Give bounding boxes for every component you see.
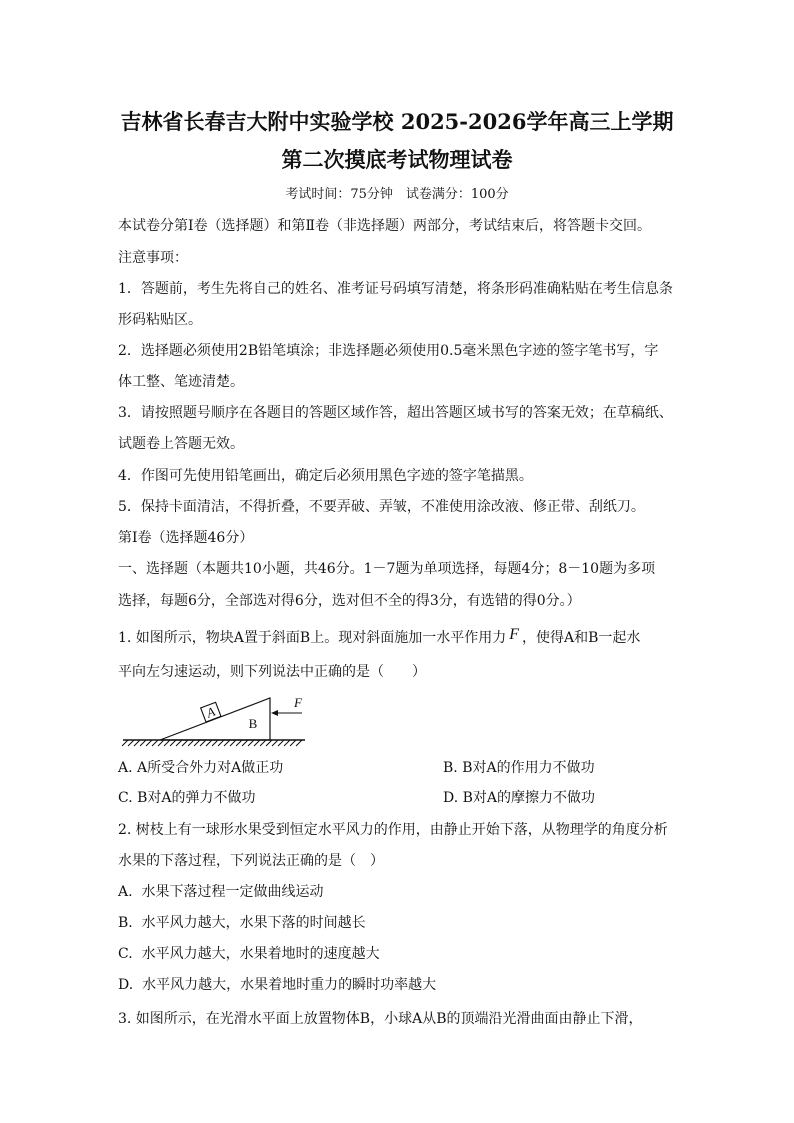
section1-line-2: 选择，每题6分，全部选对得6分，选对但不全的得3分，有选错的得0分。） xyxy=(118,593,581,609)
force-arrow-head xyxy=(271,710,278,716)
block-a-label: A xyxy=(204,703,218,721)
section1-line-1: 一、选择题（本题共10小题，共46分。1－7题为单项选择，每题4分；8－10题为多项 xyxy=(118,561,656,577)
question-1-option-d: D. B对A的摩擦力不做功 xyxy=(443,790,596,806)
note-3-line-1: 3．请按照题号顺序在各题目的答题区域作答，超出答题区域书写的答案无效；在草稿纸、 xyxy=(118,405,673,421)
note-5-line-1: 5．保持卡面清洁，不得折叠，不要弄破、弄皱，不准使用涂改液、修正带、刮纸刀。 xyxy=(118,499,645,515)
notes-heading: 注意事项： xyxy=(118,250,188,266)
note-1-line-2: 形码粘贴区。 xyxy=(118,312,202,328)
force-symbol: F xyxy=(509,626,519,643)
ground-hatching xyxy=(122,740,302,746)
note-1-line-1: 1．答题前，考生先将自己的姓名、准考证号码填写清楚，将条形码准确粘贴在考生信息条 xyxy=(118,281,673,297)
note-4-line-1: 4．作图可先使用铅笔画出，确定后必须用黑色字迹的签字笔描黑。 xyxy=(118,468,533,484)
exam-title-line1: 吉林省长春吉大附中实验学校 2025-2026学年高三上学期 xyxy=(120,109,674,134)
question-1-stem-line-2: 平向左匀速运动，则下列说法中正确的是（ ） xyxy=(118,664,426,680)
exam-title-line2: 第二次摸底考试物理试卷 xyxy=(281,147,513,172)
incline-figure xyxy=(118,690,318,750)
exam-info: 考试时间：75分钟 试卷满分：100分 xyxy=(285,187,509,202)
question-3-stem-line-1: 3. 如图所示，在光滑水平面上放置物体B，小球A从B的顶端沿光滑曲面由静止下滑， xyxy=(118,1011,643,1027)
intro-text: 本试卷分第Ⅰ卷（选择题）和第Ⅱ卷（非选择题）两部分，考试结束后，将答题卡交回。 xyxy=(118,218,652,234)
question-2-option-b: B. 水平风力越大，水果下落的时间越长 xyxy=(118,915,366,931)
question-2-stem-line-2: 水果的下落过程，下列说法正确的是（ ） xyxy=(118,853,384,869)
note-2-line-1: 2．选择题必须使用2B铅笔填涂；非选择题必须使用0.5毫米黑色字迹的签字笔书写，字 xyxy=(118,343,659,359)
question-1-option-a: A. A所受合外力对A做正功 xyxy=(118,760,284,776)
question-2-option-d: D. 水平风力越大，水果着地时重力的瞬时功率越大 xyxy=(118,977,437,993)
question-1-option-b: B. B对A的作用力不做功 xyxy=(443,760,595,776)
question-2-option-a: A. 水果下落过程一定做曲线运动 xyxy=(118,884,324,900)
incline-b-label: B xyxy=(248,716,258,731)
question-1-stem-text-a: 1. 如图所示，物块A置于斜面B上。现对斜面施加一水平作用力 xyxy=(118,630,507,646)
force-label: F xyxy=(294,695,302,710)
part1-heading: 第Ⅰ卷（选择题46分） xyxy=(118,530,254,546)
note-2-line-2: 体工整、笔迹清楚。 xyxy=(118,374,244,390)
block-a xyxy=(201,702,221,722)
note-3-line-2: 试题卷上答题无效。 xyxy=(118,436,244,452)
question-2-stem-line-1: 2. 树枝上有一球形水果受到恒定水平风力的作用，由静止开始下落，从物理学的角度分析 xyxy=(118,822,668,838)
question-1-stem-text-b: ，使得A和B一起水 xyxy=(522,630,641,646)
question-2-option-c: C. 水平风力越大，水果着地时的速度越大 xyxy=(118,946,380,962)
question-1-option-c: C. B对A的弹力不做功 xyxy=(118,790,256,806)
question-1-stem-line-1 xyxy=(118,628,640,648)
